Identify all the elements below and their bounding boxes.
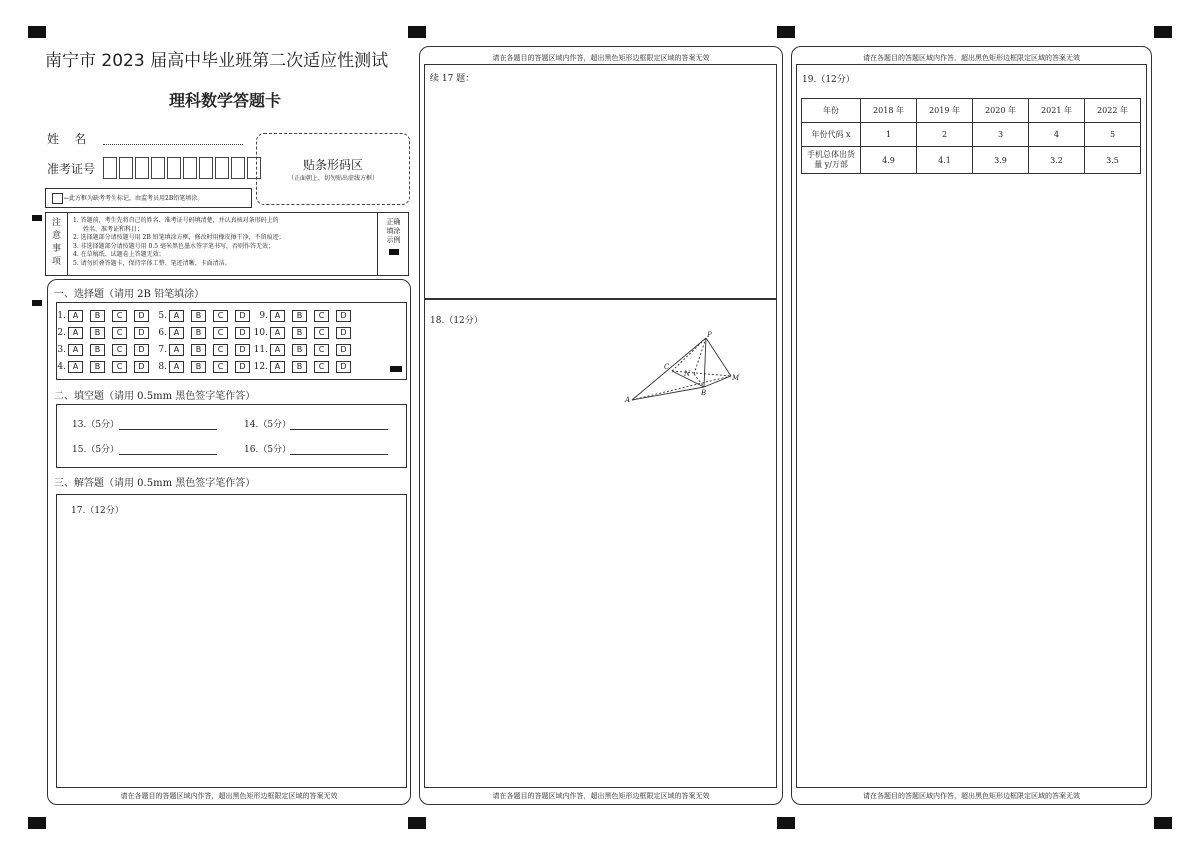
pyramid-figure [620,330,750,408]
header-warning: 请在各题目的答题区域内作答，超出黑色矩形边框限定区域的答案无效 [863,54,1080,62]
exam-id-label: 准考证号 [47,162,96,176]
notes-label: 注 意 事 项 [46,213,68,275]
mc-option-bubble[interactable]: C [213,361,228,373]
section3-title: 三、解答题（请用 0.5mm 黑色签字笔作答） [54,478,256,489]
mc-option-bubble[interactable]: B [191,361,206,373]
mc-option-bubble[interactable]: C [213,310,228,322]
mc-option-bubble[interactable]: D [336,344,351,356]
barcode-area [256,133,410,205]
mc-option-bubble[interactable]: B [292,344,307,356]
mc-option-bubble[interactable]: D [336,361,351,373]
mc-question-number: 10. [253,328,268,338]
mc-option-bubble[interactable]: A [270,327,285,339]
mc-row [44,310,347,322]
mc-row [44,344,347,356]
answer-area-17-continued[interactable]: 续 17 题： [424,64,777,300]
mc-option-bubble[interactable]: C [112,310,127,322]
mc-question [246,361,347,373]
name-label: 姓 名 [47,132,87,146]
mc-option-bubble[interactable]: C [112,361,127,373]
registration-mark [777,817,795,829]
mc-option-bubble[interactable]: B [191,344,206,356]
mc-option-bubble[interactable]: D [134,344,149,356]
fill-example: 正确填涂示例 [377,213,409,275]
registration-mark [408,26,426,38]
mc-question-number: 12. [253,362,268,372]
section1-title: 一、选择题（请用 2B 铅笔填涂） [54,289,205,300]
mc-option-bubble[interactable]: C [213,344,228,356]
mc-option-bubble[interactable]: B [191,310,206,322]
mc-option-bubble[interactable]: B [90,344,105,356]
mc-question [246,327,347,339]
footer-warning: 请在各题目的答题区域内作答，超出黑色矩形边框限定区域的答案无效 [863,792,1080,800]
section2-title: 二、填空题（请用 0.5mm 黑色签字笔作答） [54,391,256,402]
header-warning: 请在各题目的答题区域内作答，超出黑色矩形边框限定区域的答案无效 [492,54,710,62]
mc-option-bubble[interactable]: A [270,361,285,373]
mc-row [44,327,347,339]
mc-option-bubble[interactable]: A [68,310,83,322]
mc-question [145,344,246,356]
blank-16[interactable]: 16.（5分） [244,445,292,455]
registration-mark [28,817,46,829]
barcode-title: 贴条形码区 [302,158,363,172]
mc-question-number: 2. [57,328,66,338]
mc-option-bubble[interactable]: D [134,361,149,373]
mc-question [44,310,145,322]
mc-option-bubble[interactable]: B [292,310,307,322]
mc-question-number: 9. [259,311,268,321]
answer-area-18[interactable]: 18.（12分） [424,298,777,788]
timing-mark [32,215,42,221]
filled-mark-example [389,249,399,255]
page-subtitle: 理科数学答题卡 [168,91,281,110]
mc-question-number: 6. [158,328,167,338]
label-M: M [732,374,740,382]
label-P: P [707,331,712,339]
footer-warning: 请在各题目的答题区域内作答，超出黑色矩形边框限定区域的答案无效 [492,792,710,800]
mc-option-bubble[interactable]: A [68,344,83,356]
label-N: N [684,370,691,378]
mc-option-bubble[interactable]: C [314,327,329,339]
registration-mark [777,26,795,38]
absent-text: ←此方框为缺考考生标记，由监考员用2B铅笔填涂。 [64,195,204,202]
mc-question [246,310,347,322]
mc-option-bubble[interactable]: C [314,310,329,322]
label-A: A [625,396,631,404]
answer-area-19[interactable]: 19.（12分） [796,64,1147,788]
mc-option-bubble[interactable]: B [191,327,206,339]
mc-option-bubble[interactable]: C [112,344,127,356]
answer-area-17[interactable]: 17.（12分） [56,494,407,788]
registration-mark [28,26,46,38]
mc-option-bubble[interactable]: A [68,327,83,339]
mc-question-number: 4. [57,362,66,372]
mc-option-bubble[interactable]: C [314,344,329,356]
mc-option-bubble[interactable]: D [134,310,149,322]
mc-option-bubble[interactable]: D [336,310,351,322]
data-table: 年份 2018 年 2019 年 2020 年 2021 年 2022 年 年份代码 x 1 2 3 4 5 手机总体出货 量 y/万部 4.9 4.1 3.9 3.2 3.5 [801,98,1141,174]
mc-option-bubble[interactable]: B [90,310,105,322]
mc-option-bubble[interactable]: D [134,327,149,339]
mc-option-bubble[interactable]: D [235,327,250,339]
mc-option-bubble[interactable]: B [90,327,105,339]
registration-mark [1154,26,1172,38]
mc-option-bubble[interactable]: A [270,310,285,322]
exam-id-boxes[interactable] [103,157,263,183]
mc-option-bubble[interactable]: A [169,344,184,356]
fill-blank-box [56,404,407,468]
notes-box [45,212,409,276]
mc-option-bubble[interactable]: A [68,361,83,373]
mc-option-bubble[interactable]: A [169,327,184,339]
registration-mark [408,817,426,829]
mc-option-bubble[interactable]: D [235,310,250,322]
mc-option-bubble[interactable]: C [314,361,329,373]
registration-mark [1154,817,1172,829]
blank-15[interactable]: 15.（5分） [72,445,120,455]
barcode-hint: （正面朝上，切勿贴出虚线方框） [287,175,378,182]
timing-mark [32,300,42,306]
mc-option-bubble[interactable]: D [235,344,250,356]
mc-question-number: 7. [158,345,167,355]
mc-question-number: 1. [57,311,66,321]
mc-question [44,344,145,356]
mc-question [145,327,246,339]
page-title: 南宁市 2023 届高中毕业班第二次适应性测试 [45,51,389,71]
mc-option-bubble[interactable]: A [169,310,184,322]
mc-option-bubble[interactable]: B [292,327,307,339]
mc-option-bubble[interactable]: C [213,327,228,339]
mc-option-bubble[interactable]: A [270,344,285,356]
label-B: B [701,389,707,397]
mc-question-number: 5. [158,311,167,321]
mc-question [44,361,145,373]
notes-text: 1. 答题前，考生先将自己的姓名、准考证号码填清楚，并认真核对条形码上的 姓名、准考证和科目； 2. 选择题部分请按题号用 2B 铅笔填涂方框，修改时用橡皮擦干净，不留痕迹； 3. 非选择题部分请按题号用 0.5 毫米黑色墨水签字笔书写，否则作答无效； 4. 在草稿纸、试题卷上答题无效； 5. 请勿折叠答题卡，保持字体工整、笔迹清晰、卡面清洁。 [73,217,285,267]
mc-question-number: 8. [158,362,167,372]
mc-option-bubble[interactable]: C [112,327,127,339]
mc-row [44,361,347,373]
mc-option-bubble[interactable]: B [292,361,307,373]
label-C: C [664,363,670,371]
mc-option-bubble[interactable]: D [336,327,351,339]
absent-checkbox[interactable] [52,193,63,204]
mc-question-number: 3. [57,345,66,355]
blank-13[interactable]: 13.（5分） [72,420,120,430]
mc-option-bubble[interactable]: D [235,361,250,373]
mc-question [145,310,246,322]
mc-question-number: 11. [253,345,268,355]
blank-14[interactable]: 14.（5分） [244,420,292,430]
mc-option-bubble[interactable]: B [90,361,105,373]
mc-option-bubble[interactable]: A [169,361,184,373]
absent-mark-area [45,188,252,208]
footer-warning: 请在各题目的答题区域内作答，超出黑色矩形边框限定区域的答案无效 [120,792,338,800]
mc-question [145,361,246,373]
timing-mark [390,366,402,372]
name-field[interactable] [103,143,243,145]
mc-question [44,327,145,339]
mc-question [246,344,347,356]
